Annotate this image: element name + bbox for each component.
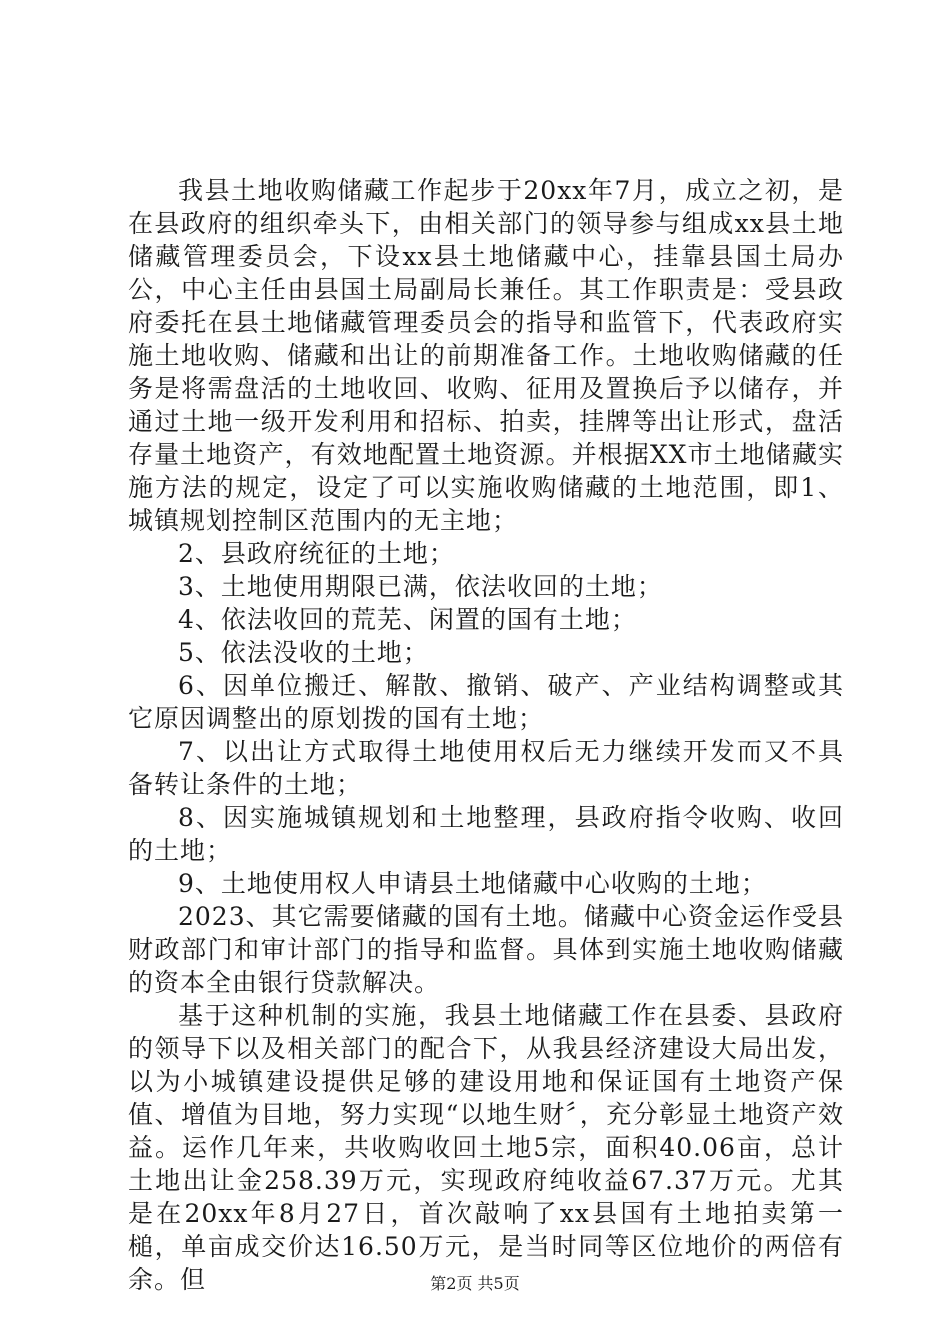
list-item: 3、土地使用期限已满，依法收回的土地； bbox=[178, 572, 663, 601]
page-number-footer: 第2页 共5页 bbox=[430, 1274, 520, 1293]
list-item: 8、因实施城镇规划和土地整理，县政府指令收购、收回的土地； bbox=[128, 803, 844, 865]
paragraph: 我县土地收购储藏工作起步于20xx年7月，成立之初，是在县政府的组织牵头下，由相关部门的领导参与组成xx县土地储藏管理委员会，下设xx县土地储藏中心，挂靠县国土局办公，中心主任由县国土局副局长兼任。其工作职责是：受县政府委托在县土地储藏管理委员会的指导和监管下，代表政府实施土地收购、储藏和出让的前期准备工作。土地收购储藏的任务是将需盘活的土地收回、收购、征用及置换后予以储存，并通过土地一级开发利用和招标、拍卖，挂牌等出让形式，盘活存量土地资产，有效地配置土地资源。并根据XX市土地储藏实施方法的规定，设定了可以实施收购储藏的土地范围，即1、城镇规划控制区范围内的无主地； bbox=[128, 176, 844, 535]
document-body bbox=[128, 174, 844, 1296]
list-item: 7、以出让方式取得土地使用权后无力继续开发而又不具备转让条件的土地； bbox=[128, 737, 844, 799]
list-item: 4、依法收回的荒芜、闲置的国有土地； bbox=[178, 605, 637, 634]
list-item: 2、县政府统征的土地； bbox=[178, 539, 455, 568]
paragraph: 2023、其它需要储藏的国有土地。储藏中心资金运作受县财政部门和审计部门的指导和监督。具体到实施土地收购储藏的资本全由银行贷款解决。 bbox=[128, 902, 844, 997]
list-item: 6、因单位搬迁、解散、撤销、破产、产业结构调整或其它原因调整出的原划拨的国有土地； bbox=[128, 671, 844, 733]
list-item: 5、依法没收的土地； bbox=[178, 638, 429, 667]
list-item: 9、土地使用权人申请县土地储藏中心收购的土地； bbox=[178, 869, 767, 898]
paragraph: 基于这种机制的实施，我县土地储藏工作在县委、县政府的领导下以及相关部门的配合下，从我县经济建设大局出发，以为小城镇建设提供足够的建设用地和保证国有土地资产保值、增值为目地，努力实现“以地生财〞，充分彰显土地资产效益。运作几年来，共收购收回土地5宗，面积40.06亩，总计土地出让金258.39万元，实现政府纯收益67.37万元。尤其是在20xx年8月27日，首次敲响了xx县国有土地拍卖第一槌，单亩成交价达16.50万元，是当时同等区位地价的两倍有余。但 bbox=[128, 1001, 844, 1294]
